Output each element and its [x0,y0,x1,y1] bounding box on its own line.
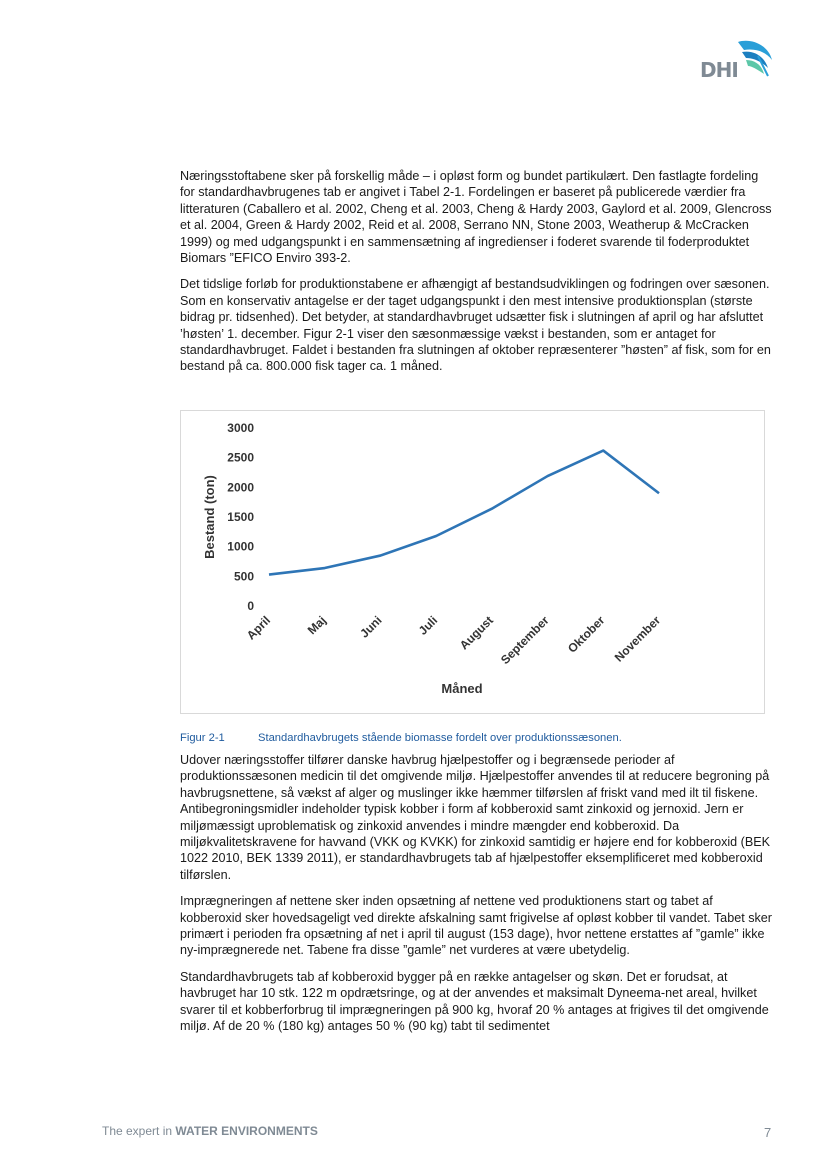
x-tick-label: Oktober [564,613,608,656]
x-tick-label: September [497,613,552,667]
y-tick-label: 3000 [227,421,254,435]
body-text-bottom [180,752,775,1045]
y-tick-label: 0 [247,599,254,613]
paragraph: Det tidslige forløb for produktionstabene er afhængigt af bestandsudviklingen og fodringen over sæsonen. Som en konservativ antagelse er der taget udgangspunkt i den mest intensive produktionsplan (største bidrag pr. tidsenhed). Det betyder, at standardhavbruget udsætter fisk i slutningen af april og har afsluttet ’høsten’ 1. december. Figur 2-1 viser den sæsonmæssige vækst i bestanden, som er antaget for standardhavbruget. Faldet i bestanden fra slutningen af oktober repræsenterer ”høsten” af fisk, som for en bestand på ca. 800.000 fisk tager ca. 1 måned. [180,277,771,374]
caption-text: Standardhavbrugets stående biomasse fordelt over produktionssæsonen. [258,732,622,744]
tagline-bold: WATER ENVIRONMENTS [175,1124,318,1138]
x-tick-label: August [456,613,496,653]
dhi-logo [698,38,778,83]
caption-number: Figur 2-1 [180,732,225,744]
body-text-top [180,168,775,385]
biomass-chart [180,410,765,714]
y-tick-label: 2500 [227,450,254,465]
figure-caption [180,732,622,744]
x-tick-label: Juli [415,613,441,638]
chart-svg [181,411,764,713]
x-tick-label: November [611,613,664,665]
logo-text: DHI [700,58,738,82]
paragraph: Imprægneringen af nettene sker inden opsætning af nettene ved produktionens start og tabet af kobberoxid sker hovedsageligt ved direkte afskalning samt frigivelse af opløst kobber til vandet. Tabet sker primært i perioden fra opsætning af net i april til august (153 dage), hvor nettene erstattes af ”gamle” ikke ny-imprægnerede net. Tabene fra disse ”gamle” net vurderes at være ubetydelig. [180,894,772,958]
x-tick-label: Maj [304,613,329,638]
tagline-prefix: The expert in [102,1124,176,1138]
x-axis-label: Måned [441,681,483,696]
y-axis-label: Bestand (ton) [202,475,217,559]
page-number: 7 [764,1125,772,1140]
paragraph: Næringsstoftabene sker på forskellig måde – i opløst form og bundet partikulært. Den fastlagte fordeling for standardhavbrugenes tab er angivet i Tabel 2-1. Fordelingen er baseret på publicerede værdier fra litteraturen (Caballero et al. 2002, Cheng et al. 2003, Cheng & Hardy 2003, Gaylord et al. 2009, Glencross et al. 2004, Green & Hardy 2002, Reid et al. 2008, Serrano NN, Stone 2003, Weatherup & McCracken 1999) og med udgangspunkt i en sammensætning af ingredienser i foderet svarende til foderproduktet Biomars ”EFICO Enviro 393-2. [180,169,772,266]
y-tick-label: 1000 [227,539,254,554]
series-line [269,451,659,575]
paragraph: Udover næringsstoffer tilfører danske havbrug hjælpestoffer og i begrænsede perioder af produktionssæsonen medicin til det omgivende miljø. Hjælpestoffer anvendes til at reducere begroning på havbrugsnettene, så vækst af alger og muslinger ikke hæmmer tilførslen af friskt vand med ilt til fiskene. Antibegroningsmidler indeholder typisk kobber i form af kobberoxid samt zinkoxid og jernoxid. Jern er miljømæssigt uproblematisk og zinkoxid anvendes i mindre mængder end kobberoxid. Da miljøkvalitetskravene for havvand (VKK og KVKK) for zinkoxid samtidig er højere end for kobberoxid (BEK 1022 2010, BEK 1339 2011), er standardhavbrugets tab af hjælpestoffer eksemplificeret med kobberoxid tilførslen. [180,753,771,882]
y-tick-label: 1500 [227,510,254,524]
y-tick-label: 2000 [227,480,254,495]
footer-tagline [102,1124,318,1138]
y-tick-label: 500 [233,569,254,584]
x-tick-label: Juni [357,613,385,641]
paragraph: Standardhavbrugets tab af kobberoxid bygger på en række antagelser og skøn. Det er forudsat, at havbruget har 10 stk. 122 m opdrætsringe, og at der anvendes et maksimalt Dyneema-net areal, hvilket svarer til et kobberforbrug til imprægneringen på 900 kg, hvoraf 20 % antages at frigives til det omgivende miljø. Af de 20 % (180 kg) antages 50 % (90 kg) tabt til sedimentet [180,969,769,1034]
x-tick-label: April [243,613,274,643]
